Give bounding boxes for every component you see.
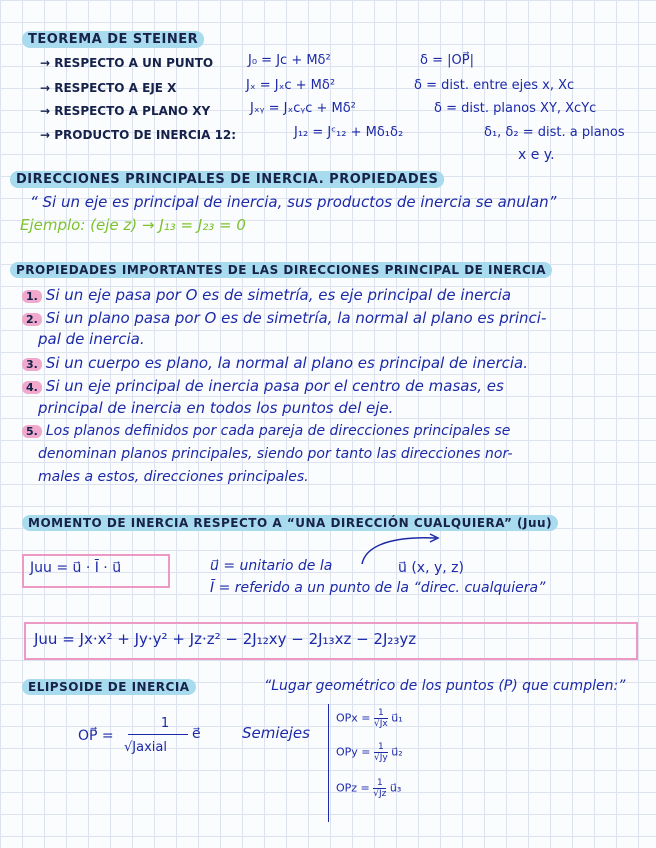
propiedad-4: 4. Si un eje principal de inercia pasa por el centro de masas, es — [22, 377, 504, 395]
momento-u-vector: u⃗ (x, y, z) — [398, 560, 464, 576]
semieje-y: OPy = $\frac{1}{√Jy}$ u⃗₂ — [336, 742, 403, 763]
steiner-row-4-label: → PRODUCTO DE INERCIA 12: — [40, 128, 237, 142]
elipsoide-quote: “Lugar geométrico de los puntos (P) que cumplen:” — [264, 678, 626, 694]
propiedad-3: 3. Si un cuerpo es plano, la normal al plano es principal de inercia. — [22, 354, 528, 372]
direcciones-example: Ejemplo: (eje z) → J₁₃ = J₂₃ = 0 — [20, 216, 246, 234]
semiejes-label: Semiejes — [242, 724, 310, 742]
propiedad-5-cont-2: males a estos, direcciones principales. — [38, 469, 309, 485]
op-vector: e⃗ — [192, 726, 201, 742]
steiner-row-1-label: → RESPECTO A UN PUNTO — [40, 56, 214, 70]
op-lhs: OP⃗ = — [78, 728, 114, 744]
propiedad-2-cont: pal de inercia. — [38, 330, 145, 348]
propiedad-4-number: 4. — [22, 381, 42, 394]
steiner-row-3-eq: Jₓᵧ = Jₓcᵧc + Mδ² — [250, 101, 356, 116]
semiejes-brace — [328, 704, 329, 822]
momento-expanded: Juu = Jx·x² + Jy·y² + Jz·z² − 2J₁₂xy − 2J₁₃xz − 2J₂₃yz — [34, 630, 417, 648]
elipsoide-title: ELIPSOIDE DE INERCIA — [22, 679, 196, 695]
steiner-row-1-note: δ = |OP⃗| — [420, 53, 474, 68]
steiner-row-4-eq: J₁₂ = Jᶜ₁₂ + Mδ₁δ₂ — [294, 125, 404, 140]
propiedad-1: 1. Si un eje pasa por O es de simetría, es eje principal de inercia — [22, 286, 511, 304]
propiedad-4-cont: principal de inercia en todos los puntos del eje. — [38, 399, 394, 417]
propiedad-1-number: 1. — [22, 290, 42, 303]
semieje-x: OPx = $\frac{1}{√Jx}$ u⃗₁ — [336, 708, 403, 729]
propiedades-title: PROPIEDADES IMPORTANTES DE LAS DIRECCIONES PRINCIPAL DE INERCIA — [10, 262, 552, 278]
steiner-row-3-label: → RESPECTO A PLANO XY — [40, 104, 211, 118]
momento-u-def: u⃗ = unitario de la — [210, 558, 333, 574]
momento-i-def: Ī = referido a un punto de la “direc. cualquiera” — [210, 580, 546, 596]
direcciones-quote: “ Si un eje es principal de inercia, sus productos de inercia se anulan” — [30, 193, 557, 211]
steiner-row-1-eq: J₀ = Jᴄ + Mδ² — [248, 53, 331, 68]
propiedad-2: 2. Si un plano pasa por O es de simetría, la normal al plano es princi- — [22, 309, 546, 327]
steiner-title: TEOREMA DE STEINER — [22, 31, 204, 48]
propiedad-5-cont-1: denominan planos principales, siendo por tanto las direcciones nor- — [38, 446, 513, 462]
propiedad-3-number: 3. — [22, 358, 42, 371]
op-numerator: 1 — [160, 716, 170, 731]
steiner-row-2-label: → RESPECTO A EJE X — [40, 81, 177, 95]
steiner-row-2-eq: Jₓ = Jₓc + Mδ² — [246, 78, 336, 93]
momento-formula: Juu = u⃗ · Ī · u⃗ — [30, 560, 122, 576]
steiner-row-2-note: δ = dist. entre ejes x, Xc — [414, 78, 575, 93]
steiner-row-4-note-cont: x e y. — [518, 147, 555, 163]
op-denominator: √Jaxial — [124, 740, 167, 755]
momento-title: MOMENTO DE INERCIA RESPECTO A “UNA DIRECCIÓN CUALQUIERA” (Juu) — [22, 515, 558, 531]
propiedad-5-number: 5. — [22, 425, 42, 438]
propiedad-5: 5. Los planos definidos por cada pareja de direcciones principales se — [22, 423, 510, 439]
steiner-row-4-note: δ₁, δ₂ = dist. a planos — [484, 125, 625, 140]
steiner-row-3-note: δ = dist. planos XY, XcYc — [434, 101, 597, 116]
propiedad-2-number: 2. — [22, 313, 42, 326]
direcciones-title: DIRECCIONES PRINCIPALES DE INERCIA. PROPIEDADES — [10, 171, 444, 188]
op-fraction-bar — [128, 734, 188, 735]
semieje-z: OPz = $\frac{1}{√Jz}$ u⃗₃ — [336, 778, 402, 799]
